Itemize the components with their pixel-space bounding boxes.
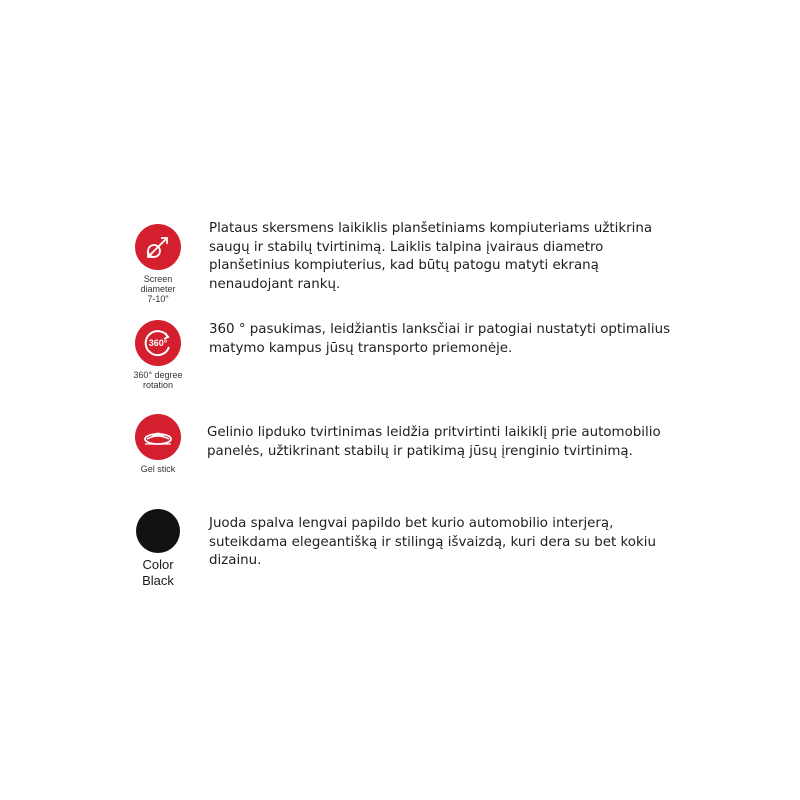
feature-caption	[118, 557, 198, 589]
badge-360-text: 360°	[148, 338, 168, 348]
rotation-360-icon	[135, 320, 181, 366]
feature-icon-column	[118, 320, 198, 390]
caption-line: Color	[142, 557, 174, 572]
diameter-arrow-icon	[135, 224, 181, 270]
feature-icon-column	[118, 508, 198, 589]
feature-icon-column	[118, 414, 198, 474]
feature-description: 360 ° pasukimas, leidžiantis lanksčiai ir patogiai nustatyti optimalius matymo kampus jūsų transporto priemonėje.	[209, 322, 671, 356]
feature-caption	[118, 464, 198, 474]
caption-line: 7-10"	[147, 294, 169, 304]
feature-description: Plataus skersmens laikiklis planšetiniams kompiuteriams užtikrina saugų ir stabilų tvirtinimą. Laiklis talpina įvairaus diametro planšetinius kompiuterius, kad būtų patogu matyti ekraną nenaudojant rankų.	[209, 221, 653, 292]
feature-description: Gelinio lipduko tvirtinimas leidžia pritvirtinti laikiklį prie automobilio panelės, užtikrinant stabilų ir patikimą jūsų įrenginio tvirtinimą.	[207, 425, 661, 459]
caption-line: Gel stick	[140, 464, 176, 474]
caption-line: rotation	[142, 380, 174, 390]
feature-caption	[118, 274, 198, 304]
color-black-swatch-icon	[135, 508, 181, 554]
feature-caption	[118, 370, 198, 390]
caption-line: 360° degree	[133, 370, 183, 380]
gel-stick-icon	[135, 414, 181, 460]
caption-line: Screen	[143, 274, 173, 284]
caption-line: Black	[142, 573, 174, 588]
feature-description: Juoda spalva lengvai papildo bet kurio automobilio interjerą, suteikdama elegeantišką ir stilingą išvaizdą, kuri dera su bet kokiu dizainu.	[209, 516, 656, 568]
caption-line: diameter	[140, 284, 176, 294]
feature-icon-column	[118, 224, 198, 304]
